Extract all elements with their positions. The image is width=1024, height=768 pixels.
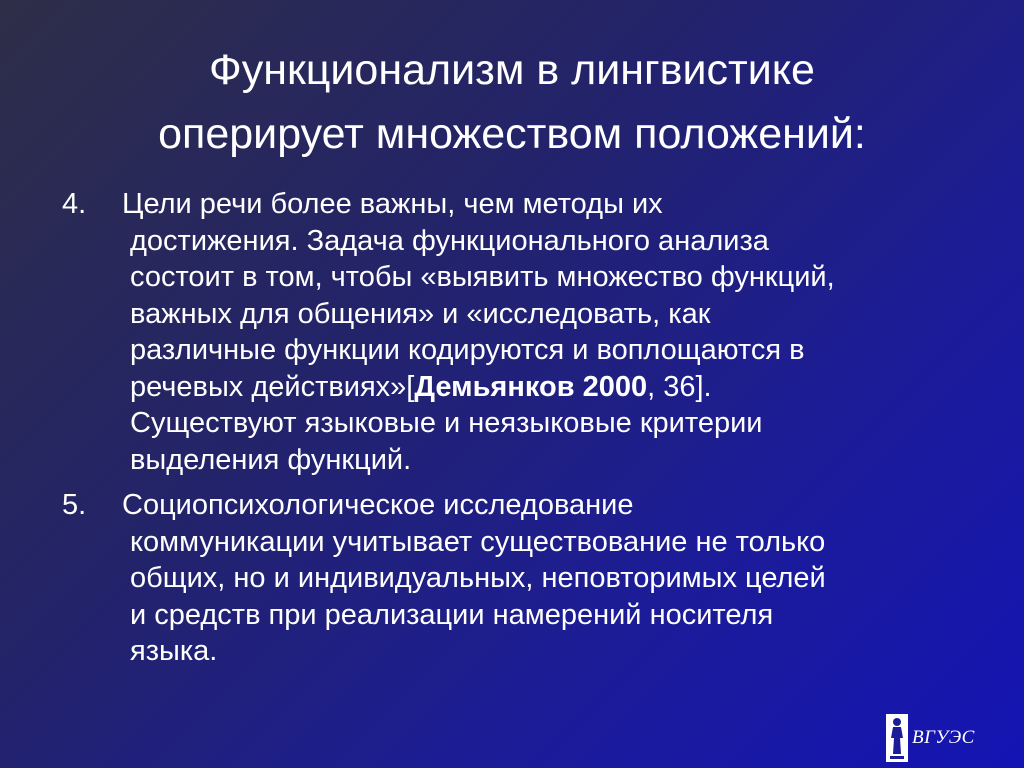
list-item-line: состоит в том, чтобы «выявить множество функций, <box>130 261 835 293</box>
list-item-number: 4. <box>62 188 87 220</box>
list-item-4 <box>62 186 982 478</box>
list-item-5 <box>62 487 982 670</box>
logo-text: ВГУЭС <box>912 727 975 748</box>
citation-prefix: речевых действиях»[ <box>130 370 415 403</box>
list-item-line: коммуникации учитывает существование не только <box>130 525 826 558</box>
list-item-line: Существуют языковые и неязыковые критерии <box>130 407 763 439</box>
list-item-line: выделения функций. <box>130 443 412 476</box>
title-line-1: Функционализм в лингвистике <box>209 46 815 94</box>
list-item-line: важных для общения» и «исследовать, как <box>130 297 711 330</box>
list-item-line: достижения. Задача функционального анализа <box>130 224 769 257</box>
list-item-line: и средств при реализации намерений носителя <box>130 598 774 631</box>
list-item-line: различные функции кодируются и воплощаются в <box>130 334 805 366</box>
citation-author-year: Демьянков 2000 <box>414 370 648 403</box>
university-logo <box>886 714 975 762</box>
list-item-line: общих, но и индивидуальных, неповторимых целей <box>130 562 826 594</box>
list-item-number: 5. <box>62 489 87 521</box>
list-item-line: Социопсихологическое исследование <box>122 489 634 521</box>
numbered-list <box>62 186 982 670</box>
statue-emblem-icon <box>886 714 908 762</box>
list-item-line: Цели речи более важны, чем методы их <box>122 188 663 220</box>
list-item-line: языка. <box>130 635 218 667</box>
citation-line <box>130 369 982 406</box>
title-line-2: оперирует множеством положений: <box>158 110 866 158</box>
slide-title <box>0 38 1024 166</box>
citation-suffix: , 36]. <box>647 370 712 403</box>
